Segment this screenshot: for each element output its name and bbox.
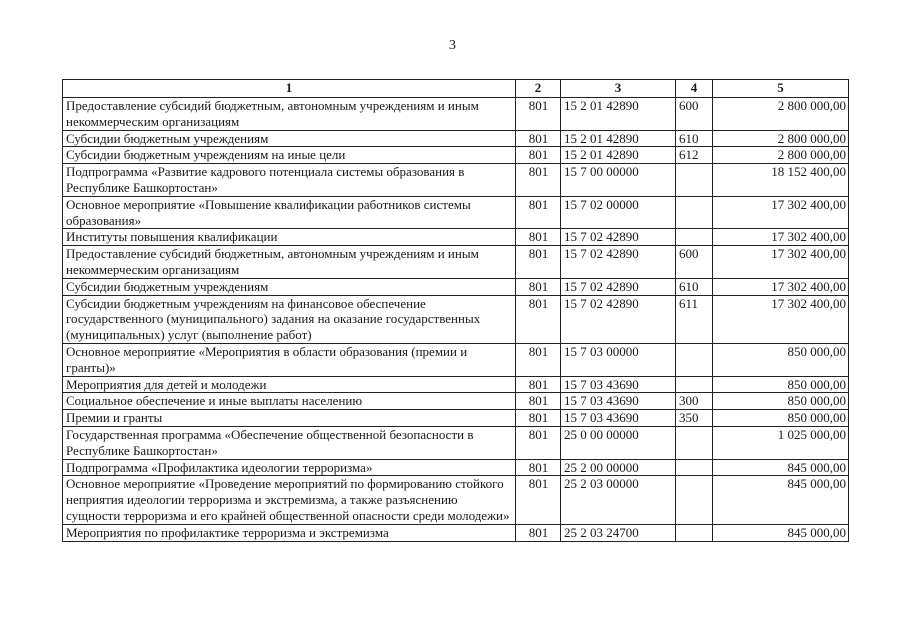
row-csr-cell: 15 7 02 42890 xyxy=(561,278,676,295)
row-csr-cell: 15 2 01 42890 xyxy=(561,130,676,147)
row-amount-cell: 845 000,00 xyxy=(713,476,849,524)
row-csr-cell: 15 7 02 42890 xyxy=(561,229,676,246)
column-header-2: 2 xyxy=(516,80,561,98)
row-name-cell: Основное мероприятие «Проведение мероприятий по формированию стойкого неприятия идеологии терроризма и экстремизма, а также разъяснению сущности терроризма и его крайней общественной опасности среди молодежи» xyxy=(63,476,516,524)
row-vr-cell: 610 xyxy=(676,130,713,147)
row-amount-cell: 850 000,00 xyxy=(713,343,849,376)
row-amount-cell: 17 302 400,00 xyxy=(713,196,849,229)
row-amount-cell: 845 000,00 xyxy=(713,524,849,541)
row-name-cell: Мероприятия по профилактике терроризма и экстремизма xyxy=(63,524,516,541)
row-vr-cell: 611 xyxy=(676,295,713,343)
row-ved-cell: 801 xyxy=(516,164,561,197)
table-row xyxy=(63,393,849,410)
row-csr-cell: 25 2 03 00000 xyxy=(561,476,676,524)
row-name-cell: Субсидии бюджетным учреждениям xyxy=(63,278,516,295)
table-row xyxy=(63,246,849,279)
row-amount-cell: 850 000,00 xyxy=(713,376,849,393)
row-vr-cell xyxy=(676,426,713,459)
row-ved-cell: 801 xyxy=(516,229,561,246)
row-ved-cell: 801 xyxy=(516,426,561,459)
row-csr-cell: 15 7 03 43690 xyxy=(561,376,676,393)
row-vr-cell xyxy=(676,164,713,197)
table-row xyxy=(63,164,849,197)
row-csr-cell: 15 7 03 43690 xyxy=(561,410,676,427)
budget-table xyxy=(62,79,849,542)
row-amount-cell: 17 302 400,00 xyxy=(713,278,849,295)
row-ved-cell: 801 xyxy=(516,393,561,410)
table-row xyxy=(63,476,849,524)
table-row xyxy=(63,130,849,147)
table-row xyxy=(63,376,849,393)
row-vr-cell: 612 xyxy=(676,147,713,164)
row-name-cell: Субсидии бюджетным учреждениям на финансовое обеспечение государственного (муниципального) задания на оказание государственных (муниципальных) услуг (выполнение работ) xyxy=(63,295,516,343)
row-vr-cell xyxy=(676,229,713,246)
row-ved-cell: 801 xyxy=(516,278,561,295)
table-row xyxy=(63,426,849,459)
table-row xyxy=(63,229,849,246)
row-amount-cell: 17 302 400,00 xyxy=(713,295,849,343)
row-amount-cell: 17 302 400,00 xyxy=(713,229,849,246)
row-csr-cell: 15 2 01 42890 xyxy=(561,147,676,164)
table-row xyxy=(63,295,849,343)
row-csr-cell: 25 0 00 00000 xyxy=(561,426,676,459)
table-row xyxy=(63,410,849,427)
column-header-1: 1 xyxy=(63,80,516,98)
row-ved-cell: 801 xyxy=(516,130,561,147)
row-ved-cell: 801 xyxy=(516,524,561,541)
row-ved-cell: 801 xyxy=(516,343,561,376)
row-ved-cell: 801 xyxy=(516,459,561,476)
row-amount-cell: 18 152 400,00 xyxy=(713,164,849,197)
row-amount-cell: 2 800 000,00 xyxy=(713,147,849,164)
row-csr-cell: 15 7 03 00000 xyxy=(561,343,676,376)
row-name-cell: Подпрограмма «Развитие кадрового потенциала системы образования в Республике Башкортостан» xyxy=(63,164,516,197)
row-vr-cell: 350 xyxy=(676,410,713,427)
row-ved-cell: 801 xyxy=(516,98,561,131)
column-header-4: 4 xyxy=(676,80,713,98)
row-name-cell: Субсидии бюджетным учреждениям на иные цели xyxy=(63,147,516,164)
row-name-cell: Основное мероприятие «Повышение квалификации работников системы образования» xyxy=(63,196,516,229)
row-vr-cell xyxy=(676,524,713,541)
table-row xyxy=(63,524,849,541)
row-csr-cell: 15 7 03 43690 xyxy=(561,393,676,410)
row-vr-cell: 300 xyxy=(676,393,713,410)
table-row xyxy=(63,98,849,131)
row-name-cell: Государственная программа «Обеспечение общественной безопасности в Республике Башкортостан» xyxy=(63,426,516,459)
page-number: 3 xyxy=(449,38,456,53)
table-body xyxy=(63,98,849,542)
row-amount-cell: 850 000,00 xyxy=(713,393,849,410)
table-row xyxy=(63,196,849,229)
row-amount-cell: 17 302 400,00 xyxy=(713,246,849,279)
row-ved-cell: 801 xyxy=(516,410,561,427)
row-ved-cell: 801 xyxy=(516,246,561,279)
table-header-row xyxy=(63,80,849,98)
row-name-cell: Предоставление субсидий бюджетным, автономным учреждениям и иным некоммерческим организациям xyxy=(63,98,516,131)
row-ved-cell: 801 xyxy=(516,476,561,524)
table-row xyxy=(63,278,849,295)
row-amount-cell: 1 025 000,00 xyxy=(713,426,849,459)
row-vr-cell: 600 xyxy=(676,98,713,131)
row-csr-cell: 15 7 00 00000 xyxy=(561,164,676,197)
table-row xyxy=(63,459,849,476)
row-name-cell: Премии и гранты xyxy=(63,410,516,427)
column-header-5: 5 xyxy=(713,80,849,98)
row-csr-cell: 25 2 03 24700 xyxy=(561,524,676,541)
row-name-cell: Мероприятия для детей и молодежи xyxy=(63,376,516,393)
row-name-cell: Подпрограмма «Профилактика идеологии терроризма» xyxy=(63,459,516,476)
row-vr-cell xyxy=(676,196,713,229)
row-amount-cell: 845 000,00 xyxy=(713,459,849,476)
row-ved-cell: 801 xyxy=(516,147,561,164)
column-header-3: 3 xyxy=(561,80,676,98)
row-name-cell: Социальное обеспечение и иные выплаты населению xyxy=(63,393,516,410)
row-ved-cell: 801 xyxy=(516,376,561,393)
row-csr-cell: 15 7 02 42890 xyxy=(561,246,676,279)
row-vr-cell xyxy=(676,459,713,476)
row-name-cell: Основное мероприятие «Мероприятия в области образования (премии и гранты)» xyxy=(63,343,516,376)
row-csr-cell: 15 7 02 42890 xyxy=(561,295,676,343)
table-row xyxy=(63,343,849,376)
row-vr-cell xyxy=(676,476,713,524)
row-vr-cell xyxy=(676,376,713,393)
row-name-cell: Субсидии бюджетным учреждениям xyxy=(63,130,516,147)
table-row xyxy=(63,147,849,164)
row-csr-cell: 15 7 02 00000 xyxy=(561,196,676,229)
row-amount-cell: 2 800 000,00 xyxy=(713,130,849,147)
row-name-cell: Предоставление субсидий бюджетным, автономным учреждениям и иным некоммерческим организациям xyxy=(63,246,516,279)
row-vr-cell: 600 xyxy=(676,246,713,279)
row-name-cell: Институты повышения квалификации xyxy=(63,229,516,246)
row-amount-cell: 850 000,00 xyxy=(713,410,849,427)
row-vr-cell xyxy=(676,343,713,376)
row-csr-cell: 25 2 00 00000 xyxy=(561,459,676,476)
row-ved-cell: 801 xyxy=(516,196,561,229)
row-vr-cell: 610 xyxy=(676,278,713,295)
row-amount-cell: 2 800 000,00 xyxy=(713,98,849,131)
row-csr-cell: 15 2 01 42890 xyxy=(561,98,676,131)
row-ved-cell: 801 xyxy=(516,295,561,343)
